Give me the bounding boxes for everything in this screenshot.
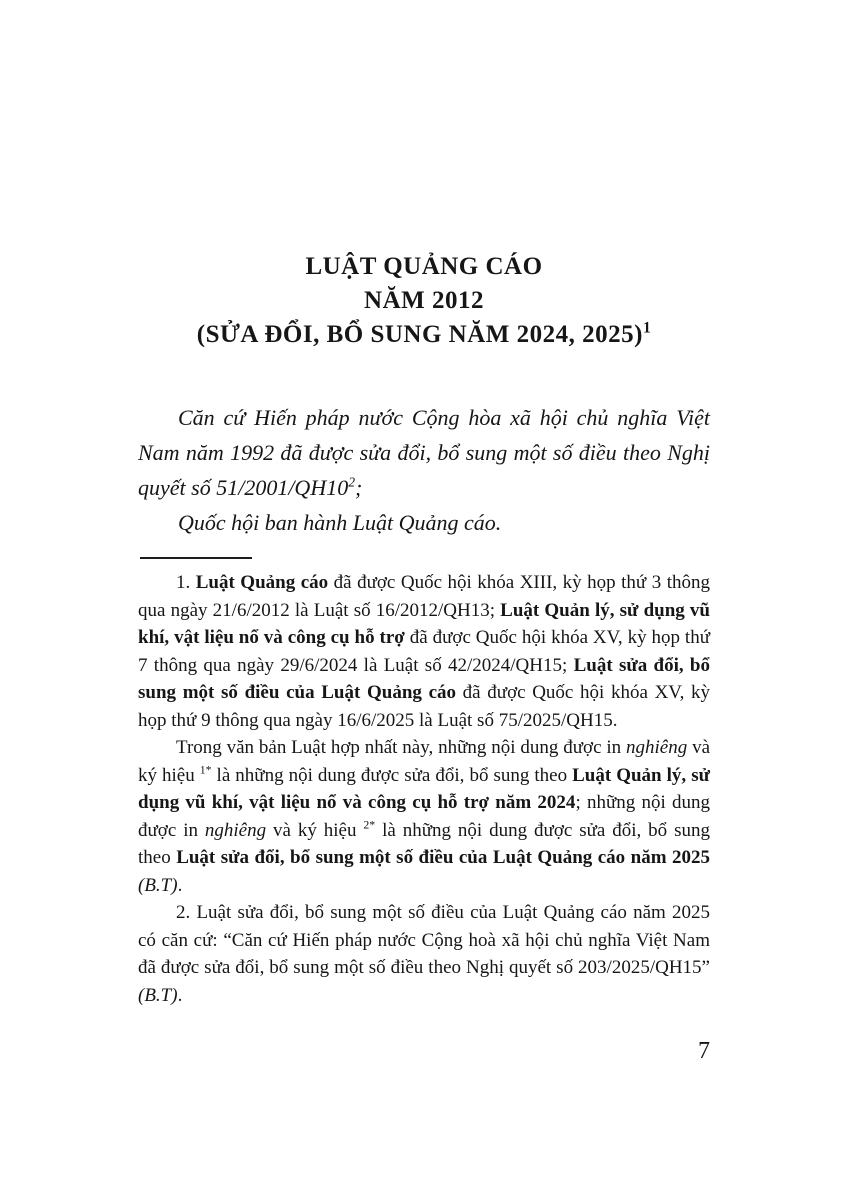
title-line-year: NĂM 2012 <box>364 287 484 314</box>
footnote-1-continued: Trong văn bản Luật hợp nhất này, những nội dung được in nghiêng và ký hiệu $^{1*}$ là những nội dung được sửa đổi, bổ sung theo Luật Quản lý, sử dụng vũ khí, vật liệu nổ và công cụ hỗ trợ năm 2024; những nội dung được in nghiêng và ký hiệu $^{2*}$ là những nội dung được sửa đổi, bổ sung theo Luật sửa đổi, bổ sung một số điều của Luật Quảng cáo năm 2025 (B.T). <box>138 737 711 896</box>
page-content <box>138 0 710 1009</box>
footnote-2: 2. Luật sửa đổi, bổ sung một số điều của Luật Quảng cáo năm 2025 có căn cứ: “Căn cứ Hiến pháp nước Cộng hoà xã hội chủ nghĩa Việt Nam đã được sửa đổi, bổ sung một số điều theo Nghị quyết số 203/2025/QH15” (B.T). <box>138 902 710 1006</box>
footnote-1: 1. Luật Quảng cáo đã được Quốc hội khóa XIII, kỳ họp thứ 3 thông qua ngày 21/6/2012 là Luật số 16/2012/QH13; Luật Quản lý, sử dụng vũ khí, vật liệu nổ và công cụ hỗ trợ đã được Quốc hội khóa XV, kỳ họp thứ 7 thông qua ngày 29/6/2024 là Luật số 42/2024/QH15; Luật sửa đổi, bổ sung một số điều của Luật Quảng cáo đã được Quốc hội khóa XV, kỳ họp thứ 9 thông qua ngày 16/6/2025 là Luật số 75/2025/QH15. <box>138 572 710 731</box>
document-title <box>138 0 710 352</box>
preamble-paragraph-constitution: Căn cứ Hiến pháp nước Cộng hòa xã hội chủ nghĩa Việt Nam năm 1992 đã được sửa đổi, bổ sung một số điều theo Nghị quyết số $51/2001/QH10^2$; <box>138 405 710 500</box>
title-line-amendment: (SỬA ĐỔI, BỔ SUNG NĂM 2024, 2025)$^1$ <box>196 319 652 348</box>
footnotes-section <box>138 569 710 1009</box>
title-line-law-name: LUẬT QUẢNG CÁO <box>305 253 543 280</box>
footnote-separator-rule <box>140 557 252 559</box>
preamble-paragraph-enactment: Quốc hội ban hành Luật Quảng cáo. <box>178 510 502 535</box>
preamble <box>138 400 710 540</box>
page-number: 7 <box>698 1038 710 1064</box>
